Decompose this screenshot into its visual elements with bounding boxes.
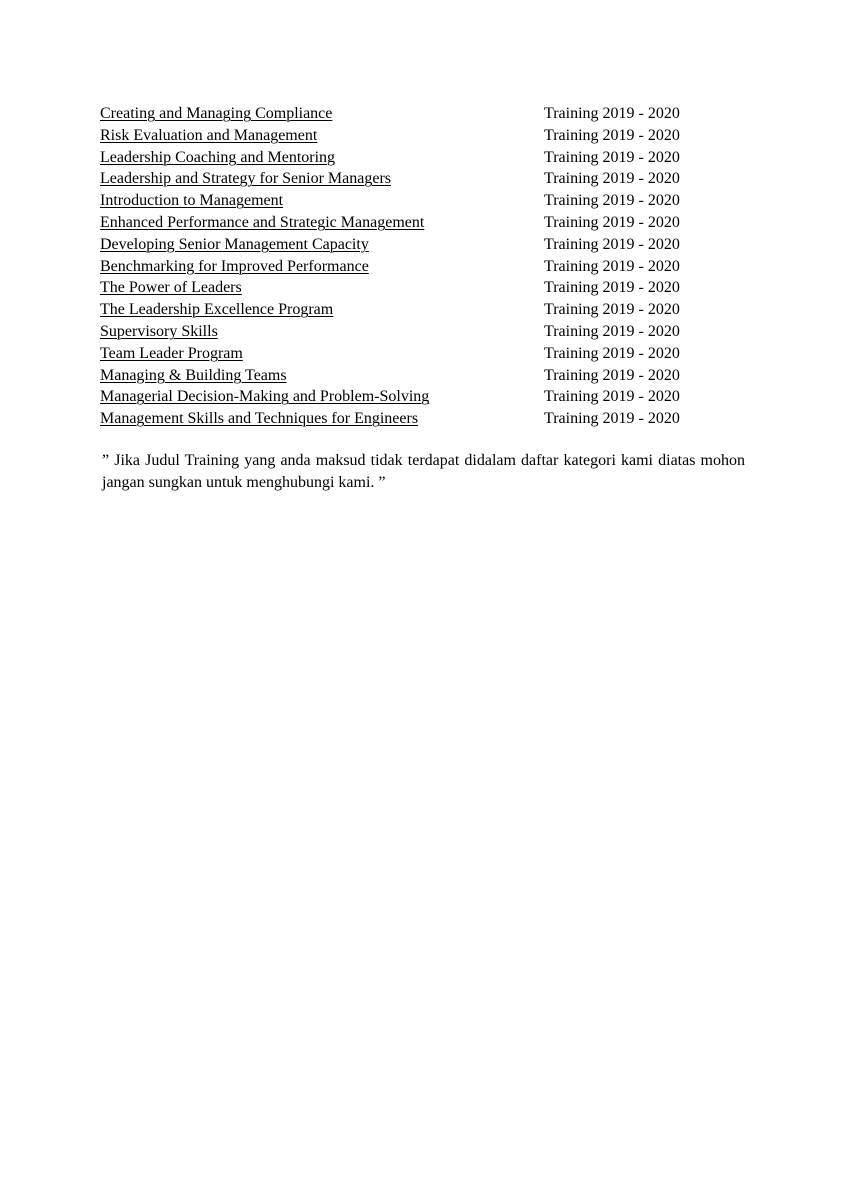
training-title-link[interactable]: Developing Senior Management Capacity bbox=[100, 235, 369, 253]
training-title-link[interactable]: Team Leader Program bbox=[100, 344, 243, 362]
training-title-link[interactable]: Enhanced Performance and Strategic Management bbox=[100, 213, 425, 231]
training-list bbox=[100, 103, 700, 430]
training-period: Training 2019 - 2020 bbox=[544, 213, 680, 231]
training-title-link[interactable]: Creating and Managing Compliance bbox=[100, 105, 333, 122]
training-row bbox=[100, 103, 700, 125]
training-row bbox=[100, 365, 700, 387]
training-title-link[interactable]: Introduction to Management bbox=[100, 192, 284, 210]
training-title-link[interactable]: Leadership and Strategy for Senior Managers bbox=[100, 170, 392, 188]
training-period: Training 2019 - 2020 bbox=[544, 192, 680, 210]
training-title-link[interactable]: Managerial Decision-Making and Problem-Solving bbox=[100, 388, 430, 406]
training-row bbox=[100, 212, 700, 234]
training-period: Training 2019 - 2020 bbox=[544, 388, 680, 406]
training-period: Training 2019 - 2020 bbox=[544, 301, 680, 319]
training-period: Training 2019 - 2020 bbox=[544, 279, 680, 297]
training-row bbox=[100, 168, 700, 190]
training-row bbox=[100, 321, 700, 343]
training-row bbox=[100, 147, 700, 169]
training-title-link[interactable]: Risk Evaluation and Management bbox=[100, 126, 318, 144]
training-title-link[interactable]: Leadership Coaching and Mentoring bbox=[100, 148, 336, 166]
training-title-link[interactable]: Managing & Building Teams bbox=[100, 366, 287, 384]
training-title-link[interactable]: The Power of Leaders bbox=[100, 279, 242, 297]
training-title-link[interactable]: The Leadership Excellence Program bbox=[100, 301, 334, 319]
training-row bbox=[100, 299, 700, 321]
training-row bbox=[100, 277, 700, 299]
training-row bbox=[100, 386, 700, 408]
training-period: Training 2019 - 2020 bbox=[544, 105, 680, 122]
training-period: Training 2019 - 2020 bbox=[544, 366, 680, 384]
training-title-link[interactable]: Supervisory Skills bbox=[100, 322, 218, 340]
training-period: Training 2019 - 2020 bbox=[544, 410, 680, 428]
training-row bbox=[100, 234, 700, 256]
training-period: Training 2019 - 2020 bbox=[544, 322, 680, 340]
training-row bbox=[100, 125, 700, 147]
training-row bbox=[100, 256, 700, 278]
training-row bbox=[100, 343, 700, 365]
training-title-link[interactable]: Management Skills and Techniques for Engineers bbox=[100, 410, 419, 428]
training-period: Training 2019 - 2020 bbox=[544, 344, 680, 362]
training-period: Training 2019 - 2020 bbox=[544, 126, 680, 144]
training-title-link[interactable]: Benchmarking for Improved Performance bbox=[100, 257, 369, 275]
training-row bbox=[100, 408, 700, 430]
contact-note: ” Jika Judul Training yang anda maksud tidak terdapat didalam daftar kategori kami diatas mohon jangan sungkan untuk menghubungi kami. ” bbox=[102, 452, 745, 491]
training-period: Training 2019 - 2020 bbox=[544, 148, 680, 166]
training-row bbox=[100, 190, 700, 212]
training-period: Training 2019 - 2020 bbox=[544, 235, 680, 253]
training-period: Training 2019 - 2020 bbox=[544, 257, 680, 275]
training-period: Training 2019 - 2020 bbox=[544, 170, 680, 188]
